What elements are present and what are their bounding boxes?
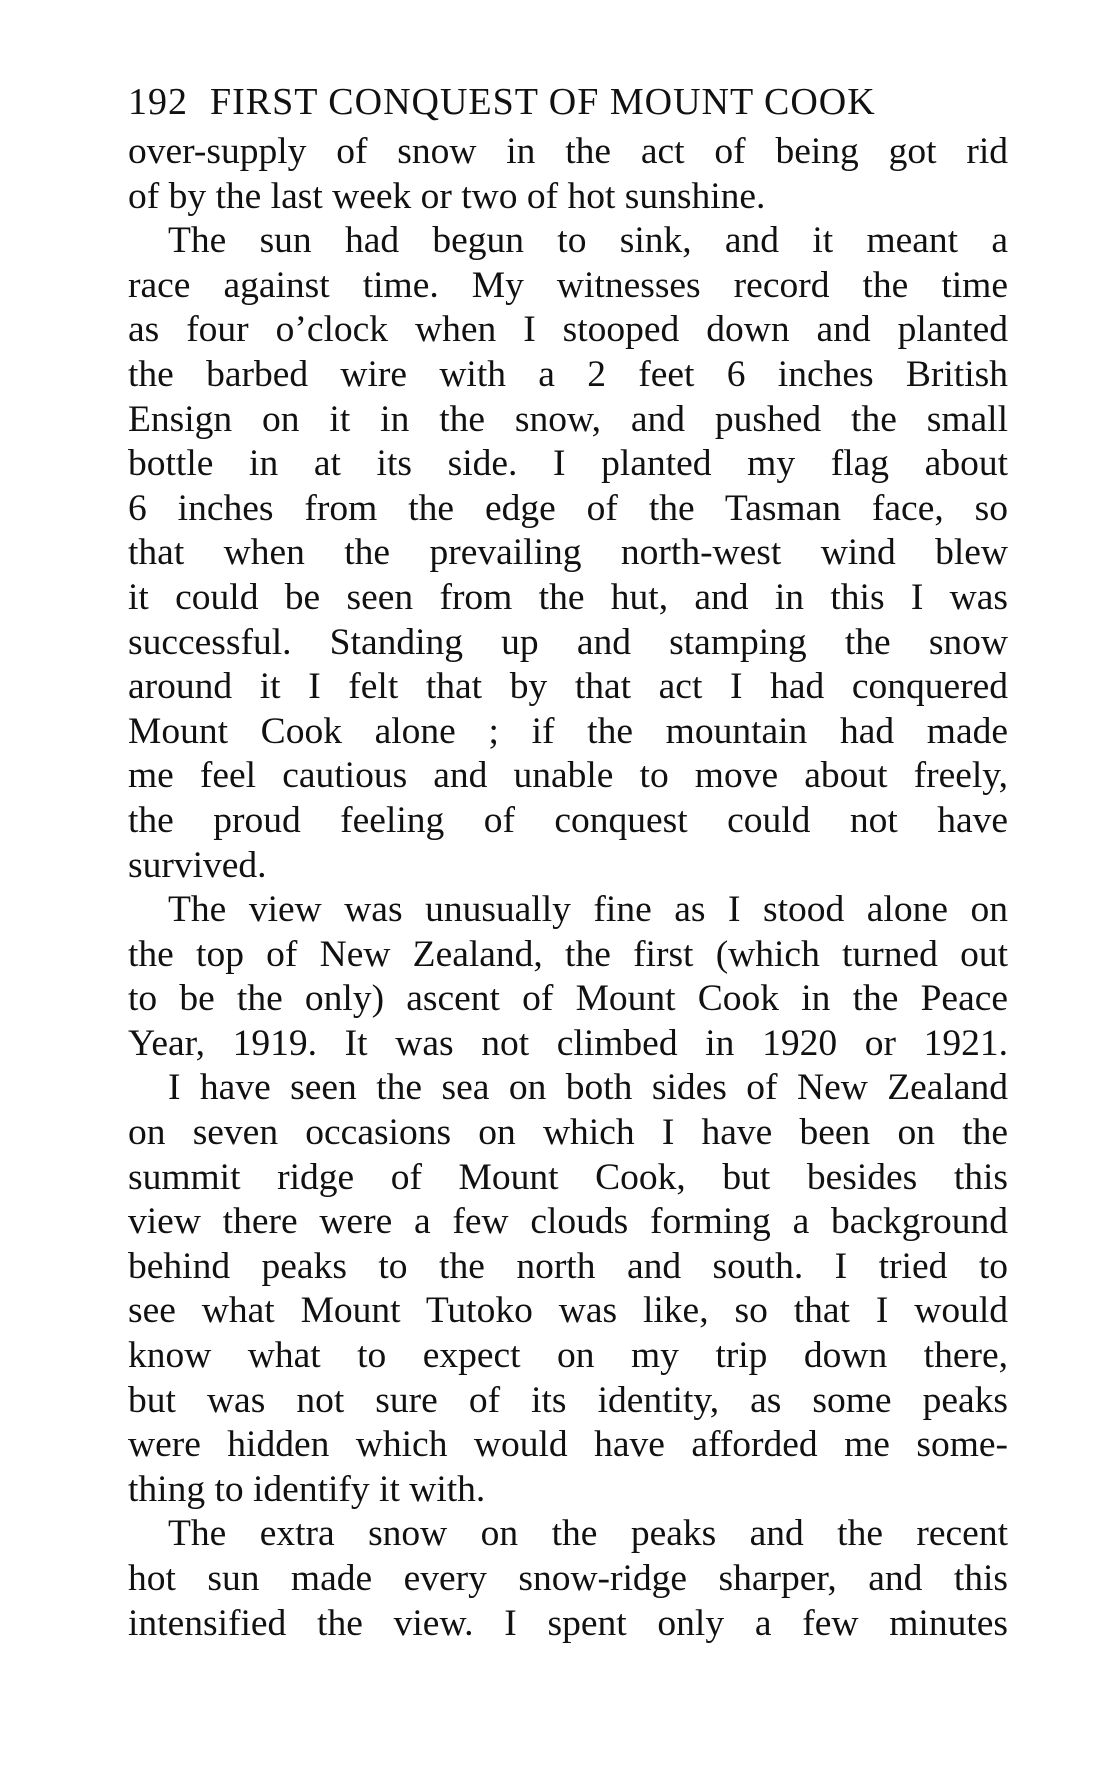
text-line: hot sun made every snow-ridge sharper, and this [128,1558,1008,1599]
text-line: around it I felt that by that act I had conquered [128,666,1008,708]
text-line: as four o’clock when I stooped down and planted [128,309,1008,351]
text-line: view there were a few clouds forming a background [128,1201,1008,1243]
text-line: the proud feeling of conquest could not have [128,799,1008,841]
text-line: behind peaks to the north and south. I tried to [128,1245,1008,1287]
text-line: it could be seen from the hut, and in this I was [128,576,1008,618]
text-line: survived. [128,844,267,886]
text-line: but was not sure of its identity, as some peaks [128,1379,1008,1421]
text-line: summit ridge of Mount Cook, but besides this [128,1156,1008,1198]
text-line: bottle in at its side. I planted my flag about [128,443,1008,485]
text-line: 6 inches from the edge of the Tasman face, so [128,487,1008,529]
text-line: The extra snow on the peaks and the recent [168,1513,1008,1555]
text-line: the barbed wire with a 2 feet 6 inches British [128,353,1008,395]
text-line: over-supply of snow in the act of being got rid [128,131,1008,172]
text-line: me feel cautious and unable to move about freely, [128,755,1008,797]
text-line: Mount Cook alone ; if the mountain had made [128,710,1008,752]
text-line: The view was unusually fine as I stood alone on [168,889,1008,931]
text-line: Ensign on it in the snow, and pushed the small [128,398,1008,440]
book-page [128,78,1008,1646]
text-line: that when the prevailing north-west wind blew [128,532,1008,574]
text-line: the top of New Zealand, the first (which turned out [128,933,1008,975]
body-text [128,130,1008,1646]
running-title: FIRST CONQUEST OF MOUNT COOK [210,81,876,123]
text-line: thing to identify it with. [128,1468,486,1510]
page-number: 192 [128,81,188,123]
text-line: were hidden which would have afforded me some- [128,1424,1008,1466]
text-line: know what to expect on my trip down there, [128,1335,1008,1377]
text-line: Year, 1919. It was not climbed in 1920 or 1921. [128,1022,1008,1064]
text-line: The sun had begun to sink, and it meant a [168,220,1008,262]
text-line: to be the only) ascent of Mount Cook in the Peace [128,978,1008,1020]
text-line: of by the last week or two of hot sunshine. [128,175,766,217]
text-line: on seven occasions on which I have been on the [128,1112,1008,1154]
text-line: see what Mount Tutoko was like, so that I would [128,1290,1008,1332]
text-line: successful. Standing up and stamping the snow [128,621,1008,663]
text-line: I have seen the sea on both sides of New Zealand [168,1067,1008,1109]
running-head [128,78,1008,126]
text-line: intensified the view. I spent only a few minutes [128,1602,1008,1644]
text-line: race against time. My witnesses record the time [128,264,1008,306]
